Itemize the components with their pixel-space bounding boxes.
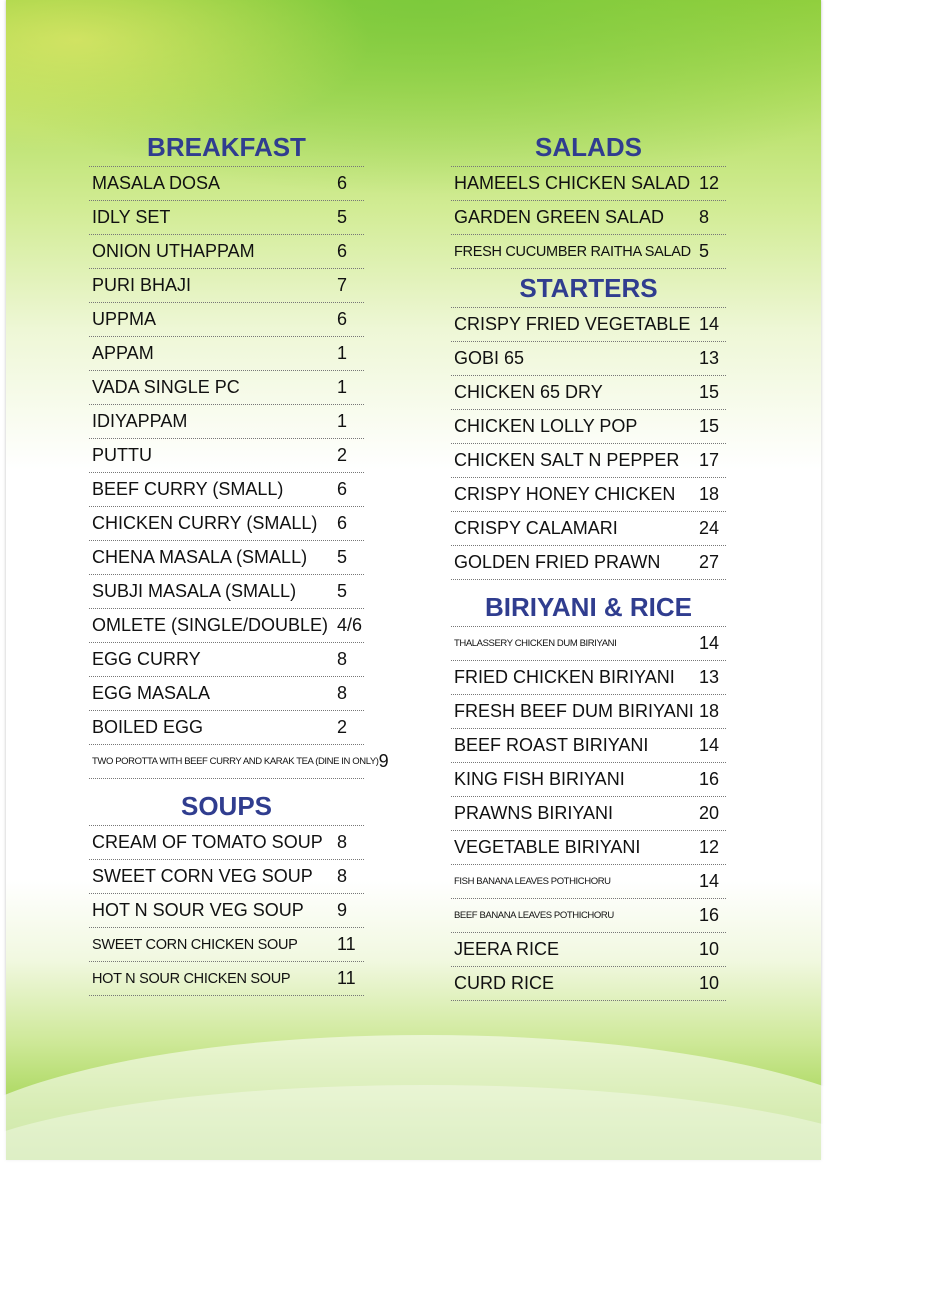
item-name: THALASSERY CHICKEN DUM BIRIYANI [454, 638, 617, 649]
item-price: 5 [337, 207, 348, 227]
item-price: 1 [337, 377, 348, 397]
item-price: 1 [337, 411, 348, 431]
menu-item [89, 269, 364, 303]
item-name: BOILED EGG [92, 717, 204, 737]
menu-item [451, 342, 726, 376]
item-name: PURI BHAJI [92, 275, 192, 295]
item-price: 6 [337, 173, 348, 193]
salads-section [451, 128, 726, 269]
breakfast-section [89, 128, 389, 779]
item-name: CREAM OF TOMATO SOUP [92, 832, 323, 852]
menu-item [89, 575, 364, 609]
item-price: 6 [337, 513, 348, 533]
menu-item [89, 541, 364, 575]
menu-item [451, 865, 726, 899]
menu-item [451, 376, 726, 410]
item-name: APPAM [92, 343, 154, 363]
menu-item [451, 627, 726, 661]
item-name: CRISPY HONEY CHICKEN [454, 484, 676, 504]
item-name: BEEF ROAST BIRIYANI [454, 735, 649, 755]
menu-item [451, 167, 726, 201]
item-price: 10 [699, 939, 720, 959]
item-price: 15 [699, 382, 720, 402]
item-name: MASALA DOSA [92, 173, 221, 193]
left-column [89, 128, 389, 996]
menu-item [89, 643, 364, 677]
item-name: FRESH CUCUMBER RAITHA SALAD [454, 243, 691, 260]
item-price: 15 [699, 416, 720, 436]
item-name: UPPMA [92, 309, 157, 329]
item-price: 27 [699, 552, 720, 572]
item-name: KING FISH BIRIYANI [454, 769, 625, 789]
starters-section [451, 269, 726, 580]
item-name: FRESH BEEF DUM BIRIYANI [454, 701, 694, 721]
item-name: HAMEELS CHICKEN SALAD [454, 173, 691, 193]
background-swoosh [0, 1085, 926, 1285]
item-name: HOT N SOUR VEG SOUP [92, 900, 304, 920]
item-name: CHICKEN CURRY (SMALL) [92, 513, 318, 533]
item-price: 11 [337, 934, 356, 954]
menu-item [89, 507, 364, 541]
item-price: 8 [337, 866, 348, 886]
menu-item [451, 831, 726, 865]
menu-item [451, 512, 726, 546]
menu-item [451, 899, 726, 933]
menu-item [89, 677, 364, 711]
item-name: CURD RICE [454, 973, 555, 993]
item-name: GARDEN GREEN SALAD [454, 207, 665, 227]
item-price: 14 [699, 735, 720, 755]
menu-item [451, 478, 726, 512]
item-price: 6 [337, 479, 348, 499]
salads-list [451, 167, 726, 269]
item-price: 6 [337, 309, 348, 329]
menu-item [451, 661, 726, 695]
item-name: TWO POROTTA WITH BEEF CURRY AND KARAK TEA (DINE IN ONLY) [92, 756, 379, 767]
item-price: 4/6 [337, 615, 363, 635]
breakfast-heading: BREAKFAST [89, 128, 364, 167]
item-price: 17 [699, 450, 720, 470]
menu-item [89, 609, 364, 643]
menu-item [89, 473, 364, 507]
item-price: 14 [699, 633, 720, 653]
menu-item [89, 303, 364, 337]
item-price: 10 [699, 973, 720, 993]
item-name: BEEF CURRY (SMALL) [92, 479, 284, 499]
menu-item [451, 201, 726, 235]
menu-item [451, 695, 726, 729]
item-price: 9 [378, 751, 389, 771]
item-price: 13 [699, 667, 720, 687]
item-price: 2 [337, 717, 348, 737]
breakfast-list [89, 167, 389, 779]
item-price: 2 [337, 445, 348, 465]
item-price: 8 [337, 832, 348, 852]
menu-item [451, 444, 726, 478]
item-price: 16 [699, 905, 720, 925]
item-price: 8 [337, 683, 348, 703]
item-name: SWEET CORN CHICKEN SOUP [92, 936, 298, 953]
item-name: IDIYAPPAM [92, 411, 188, 431]
menu-item [89, 745, 389, 779]
menu-page [6, 0, 821, 1160]
menu-item [451, 235, 726, 269]
item-name: ONION UTHAPPAM [92, 241, 255, 261]
item-price: 5 [699, 241, 710, 261]
background-swoosh [0, 1035, 926, 1295]
item-name: PRAWNS BIRIYANI [454, 803, 614, 823]
item-name: PUTTU [92, 445, 152, 465]
item-name: IDLY SET [92, 207, 171, 227]
item-name: VEGETABLE BIRIYANI [454, 837, 641, 857]
item-price: 14 [699, 314, 720, 334]
item-name: CHICKEN 65 DRY [454, 382, 603, 402]
menu-item [451, 729, 726, 763]
item-price: 11 [337, 968, 356, 988]
menu-item [451, 410, 726, 444]
item-name: GOLDEN FRIED PRAWN [454, 552, 661, 572]
right-column [451, 128, 726, 1001]
item-name: HOT N SOUR CHICKEN SOUP [92, 970, 291, 987]
item-name: FISH BANANA LEAVES POTHICHORU [454, 876, 611, 887]
menu-item [89, 711, 364, 745]
item-price: 7 [337, 275, 348, 295]
item-price: 12 [699, 837, 720, 857]
menu-item [89, 826, 364, 860]
item-price: 9 [337, 900, 348, 920]
menu-item [451, 763, 726, 797]
menu-item [89, 894, 364, 928]
item-name: EGG CURRY [92, 649, 201, 669]
item-name: JEERA RICE [454, 939, 560, 959]
item-price: 5 [337, 547, 348, 567]
menu-item [89, 962, 364, 996]
item-price: 8 [337, 649, 348, 669]
item-name: CRISPY CALAMARI [454, 518, 618, 538]
menu-item [89, 235, 364, 269]
item-price: 12 [699, 173, 720, 193]
item-name: FRIED CHICKEN BIRIYANI [454, 667, 675, 687]
biriyani-list [451, 627, 726, 1001]
menu-item [451, 797, 726, 831]
menu-item [89, 167, 364, 201]
item-name: GOBI 65 [454, 348, 525, 368]
item-price: 14 [699, 871, 720, 891]
item-name: BEEF BANANA LEAVES POTHICHORU [454, 910, 614, 921]
soups-heading: SOUPS [89, 787, 364, 826]
item-name: CHICKEN SALT N PEPPER [454, 450, 680, 470]
menu-item [89, 201, 364, 235]
item-name: EGG MASALA [92, 683, 211, 703]
item-price: 18 [699, 701, 720, 721]
biriyani-section [451, 588, 726, 1001]
item-price: 18 [699, 484, 720, 504]
starters-heading: STARTERS [451, 269, 726, 308]
menu-item [89, 371, 364, 405]
item-name: SWEET CORN VEG SOUP [92, 866, 313, 886]
item-price: 6 [337, 241, 348, 261]
item-name: CRISPY FRIED VEGETABLE [454, 314, 691, 334]
item-price: 20 [699, 803, 720, 823]
starters-list [451, 308, 726, 580]
item-price: 16 [699, 769, 720, 789]
item-price: 24 [699, 518, 720, 538]
menu-item [451, 546, 726, 580]
menu-item [451, 933, 726, 967]
item-price: 5 [337, 581, 348, 601]
item-price: 13 [699, 348, 720, 368]
item-name: OMLETE (SINGLE/DOUBLE) [92, 615, 329, 635]
menu-item [451, 967, 726, 1001]
item-name: CHENA MASALA (SMALL) [92, 547, 308, 567]
item-name: VADA SINGLE PC [92, 377, 240, 397]
menu-item [89, 928, 364, 962]
item-price: 8 [699, 207, 710, 227]
item-name: SUBJI MASALA (SMALL) [92, 581, 297, 601]
soups-list [89, 826, 364, 996]
biriyani-heading: BIRIYANI & RICE [451, 588, 726, 627]
menu-item [89, 405, 364, 439]
item-price: 1 [337, 343, 348, 363]
menu-item [451, 308, 726, 342]
soups-section [89, 787, 364, 996]
menu-item [89, 860, 364, 894]
salads-heading: SALADS [451, 128, 726, 167]
item-name: CHICKEN LOLLY POP [454, 416, 638, 436]
menu-item [89, 439, 364, 473]
menu-item [89, 337, 364, 371]
